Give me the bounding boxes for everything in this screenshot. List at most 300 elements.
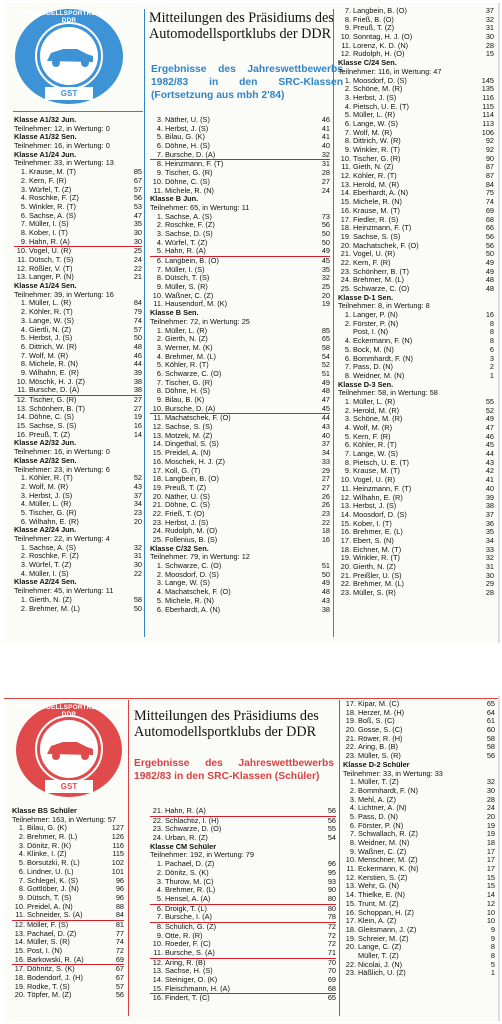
competitor-name: Hausendorf, M. (K): [165, 300, 228, 309]
result-row: [150, 562, 330, 571]
result-row: [150, 519, 330, 528]
competitor-name: Waßner, C. (Z): [358, 847, 407, 856]
result-row: [150, 571, 330, 580]
class-heading: [338, 381, 494, 390]
points: 24: [486, 804, 495, 813]
result-row: [338, 259, 494, 268]
rank: 10.: [16, 247, 27, 256]
rank: 2.: [344, 406, 351, 415]
participants-info: [14, 535, 142, 544]
competitor-name: Gosse, S. (C): [358, 726, 403, 735]
points: 84: [133, 299, 142, 308]
competitor-name: Bodendorf, J. (H): [27, 974, 83, 983]
competitor-name: Weidner, M. (N): [353, 371, 405, 380]
rank: 1.: [349, 778, 356, 787]
result-row: [343, 874, 495, 883]
rank: 17.: [345, 700, 356, 708]
page-subtitle: Ergebnisse des Jahreswettbewerbs 1982/83 in den SRC-Klassen (Fortsetzung aus mbh 2'84): [151, 64, 343, 101]
rank: 11.: [341, 484, 351, 493]
result-row: [338, 441, 494, 450]
points: 35: [321, 265, 330, 274]
class-heading-text: Klasse CM Schüler: [150, 842, 217, 851]
points: 66: [485, 224, 494, 233]
points: 68: [485, 215, 494, 224]
result-row: [12, 965, 124, 974]
result-row: [150, 834, 336, 843]
points: 90: [327, 886, 336, 895]
competitor-name: Köhler, R. (T): [353, 441, 397, 450]
points: 116: [482, 93, 494, 102]
points: 54: [321, 352, 330, 361]
result-row: [14, 360, 142, 369]
rank: 10.: [340, 476, 351, 485]
rank: 1.: [344, 76, 351, 85]
rank: 4.: [156, 238, 163, 247]
rank: 17.: [340, 215, 351, 224]
competitor-name: Sachse, A. (S): [29, 211, 76, 220]
points: 48: [485, 276, 494, 285]
rank: 11.: [153, 186, 163, 195]
points: 8: [490, 943, 495, 952]
points: 69: [115, 955, 124, 964]
rank: 6.: [344, 119, 351, 128]
rank: 4.: [20, 194, 27, 203]
rank: 10.: [152, 177, 163, 186]
competitor-name: Lange, W. (S): [165, 579, 210, 588]
rank: 23.: [345, 969, 356, 978]
rank: 1.: [344, 397, 351, 406]
result-row: [150, 353, 330, 362]
competitor-name: Winkler, R. (T): [353, 554, 400, 563]
rank: 2.: [344, 319, 351, 328]
points: 71: [327, 949, 336, 957]
result-row: [343, 917, 495, 926]
participants-info-text: Teilnehmer: 192, in Wertung: 79: [150, 851, 254, 860]
result-row-highlighted: [150, 151, 330, 161]
result-row: [338, 94, 494, 103]
competitor-name: Fleischmann, H. (A): [165, 984, 230, 993]
points: 84: [115, 911, 124, 920]
competitor-name: Kern, F. (R): [29, 176, 67, 185]
points: 79: [133, 308, 142, 317]
rank: 18.: [345, 925, 356, 934]
competitor-name: Döhne, C. (S): [29, 413, 74, 422]
participants-info: [14, 142, 142, 151]
result-row: [14, 273, 142, 282]
competitor-name: Förster, P. (N): [353, 319, 399, 328]
rank: 3.: [20, 491, 27, 500]
points: 53: [133, 202, 142, 211]
points: 17: [486, 856, 495, 865]
participants-info: [12, 816, 124, 825]
points: 72: [327, 931, 336, 940]
points: 31: [321, 160, 330, 169]
competitor-name: Roschke, F. (Z): [165, 221, 215, 230]
result-row: [14, 544, 142, 553]
points: 115: [482, 102, 494, 111]
competitor-name: Näther, U. (S): [165, 492, 210, 501]
rank: 9.: [20, 368, 27, 377]
result-row: [150, 817, 336, 826]
result-row: [338, 407, 494, 416]
rank: 2.: [156, 868, 163, 877]
points: 101: [111, 867, 124, 876]
rank: 8.: [156, 922, 163, 931]
result-row: [150, 869, 336, 878]
rank: 5.: [156, 361, 163, 370]
competitor-name: Winkler, R. (T): [29, 202, 76, 211]
result-row: [150, 994, 336, 1003]
rank: 24.: [340, 276, 351, 285]
rank: 7.: [156, 265, 163, 274]
rank: 6.: [344, 354, 351, 363]
result-row: [343, 822, 495, 831]
competitor-name: Schlegel, K. (S): [27, 876, 79, 885]
class-heading: [338, 59, 494, 68]
points: 30: [133, 228, 142, 237]
page-subtitle: Ergebnisse des Jahreswettbewerbs 1982/83 in den SRC-Klassen (Schüler): [134, 758, 334, 782]
competitor-name: Kipar, M. (C): [358, 700, 400, 708]
points: 27: [321, 483, 330, 492]
competitor-name: Brehmer, M. (L): [353, 276, 405, 285]
rank: 12.: [16, 264, 27, 273]
competitor-name: Boß, S. (C): [358, 717, 395, 726]
column-divider: [128, 700, 129, 1016]
competitor-name: Michele, R. (N): [165, 186, 214, 195]
competitor-name: Herbst, J. (S): [165, 124, 209, 133]
competitor-name: Bursche, S. (A): [165, 949, 215, 957]
competitor-name: Wolf, M. (R): [353, 424, 393, 432]
points: 93: [327, 877, 336, 886]
points: 38: [321, 605, 330, 614]
rank: 14.: [340, 510, 351, 519]
rank: 14.: [340, 189, 351, 198]
competitor-name: Heinzmann, F. (T): [353, 224, 412, 233]
points: 43: [321, 423, 330, 432]
points: 145: [481, 76, 494, 85]
points: 75: [485, 189, 494, 198]
points: 26: [321, 492, 330, 501]
competitor-name: Langer, P. (N): [29, 273, 74, 282]
result-row: [14, 168, 142, 177]
rank: 5.: [156, 247, 163, 256]
rank: 4.: [20, 325, 27, 334]
rank: 20.: [345, 726, 356, 735]
rank: 11.: [153, 414, 163, 423]
points: 56: [327, 807, 336, 815]
participants-info: [338, 389, 494, 398]
result-row: [338, 363, 494, 372]
competitor-name: Hahn, R. (A): [29, 237, 70, 246]
competitor-name: Brehmer, M. (L): [165, 352, 217, 361]
rank: 13.: [14, 929, 25, 938]
result-row: [150, 160, 330, 169]
rank: 1.: [18, 824, 25, 833]
competitor-name: Brehmer, E. (L): [353, 528, 403, 537]
rank: 22.: [345, 960, 356, 969]
result-row: [338, 268, 494, 277]
rank: 1.: [156, 326, 163, 335]
competitor-name: Thurow, M. (C): [165, 877, 214, 886]
results-page-2: [4, 696, 500, 1021]
result-row: [343, 813, 495, 822]
competitor-name: Moosdorf, D. (S): [165, 570, 219, 579]
points: 31: [485, 24, 494, 33]
points: 48: [321, 387, 330, 396]
result-row: [150, 187, 330, 196]
logo-ring-text: AUTOMODELLSPORTKLUB DER DDR: [16, 10, 122, 24]
result-row: [338, 189, 494, 198]
result-row: [14, 256, 142, 265]
result-row: [14, 299, 142, 308]
points: 65: [321, 335, 330, 344]
rank: 5.: [349, 812, 356, 821]
rank: 9.: [344, 24, 351, 33]
competitor-name: Döhnitz, S. (K): [27, 965, 75, 974]
points: 72: [327, 940, 336, 949]
points: 19: [321, 300, 330, 309]
rank: 8.: [344, 137, 351, 146]
points: 39: [485, 493, 494, 502]
rank: 14.: [345, 891, 356, 900]
points: 6: [489, 345, 494, 354]
points: 1: [489, 371, 494, 380]
points: 49: [485, 258, 494, 267]
rank: 18.: [152, 475, 163, 484]
points: 56: [486, 752, 495, 761]
competitor-name: Otte, R. (R): [165, 931, 203, 940]
competitor-name: Wolf, M. (R): [29, 482, 69, 491]
competitor-name: Dönitz, R. (K): [27, 841, 72, 850]
competitor-name: Müller, L. (R): [353, 111, 396, 120]
points: 38: [485, 502, 494, 511]
result-row: [338, 242, 494, 251]
result-row: [338, 311, 494, 320]
result-row: [150, 327, 330, 336]
result-row: [338, 398, 494, 407]
result-row: [150, 178, 330, 187]
competitor-name: Töpfer, M. (Z): [27, 991, 72, 1000]
result-row: [14, 570, 142, 579]
points: 37: [321, 440, 330, 449]
result-row: [338, 572, 494, 581]
competitor-name: Kern, F. (R): [353, 258, 391, 267]
result-row: [150, 493, 330, 502]
competitor-name: Vogel, U. (R): [353, 250, 396, 259]
rank: 7.: [18, 876, 25, 885]
competitor-name: Tischer, G. (R): [29, 508, 77, 517]
rank: 18.: [14, 974, 25, 983]
rank: 17.: [152, 466, 163, 475]
points: 30: [133, 237, 142, 246]
competitor-name: Döhne, H. (S): [165, 142, 210, 151]
result-row: [343, 700, 495, 709]
class-heading: [338, 294, 494, 303]
result-row: [338, 77, 494, 86]
rank: 11.: [153, 949, 163, 957]
competitor-name: Sachse, H. (S): [165, 967, 213, 976]
rank: 2.: [20, 552, 27, 561]
participants-info: [14, 125, 142, 134]
rank: 7.: [20, 351, 27, 360]
rank: 5.: [20, 334, 27, 343]
points: 8: [490, 951, 495, 960]
points: 56: [133, 194, 142, 203]
competitor-name: Michele, R. (N): [165, 596, 214, 605]
result-row: [14, 229, 142, 238]
result-row: [343, 752, 495, 761]
result-row: [338, 111, 494, 120]
points: 48: [321, 588, 330, 597]
competitor-name: Waßner, C. (Z): [165, 291, 214, 300]
competitor-name: Müller, L. (R): [353, 397, 396, 406]
points: 17: [486, 847, 495, 856]
rank: 8.: [156, 274, 163, 283]
points: 49: [321, 247, 330, 256]
result-row: [338, 502, 494, 511]
points: 12: [486, 899, 495, 908]
result-row: [12, 877, 124, 886]
competitor-name: Weidner, M. (N): [358, 839, 410, 847]
competitor-name: Winkler, R. (T): [353, 146, 400, 154]
points: 106: [481, 128, 494, 137]
competitor-name: Dittrich, W. (R): [353, 137, 401, 146]
rank: 19.: [152, 483, 163, 492]
rank: 23.: [340, 589, 351, 598]
competitor-name: Kerstien, S. (Z): [358, 873, 408, 882]
competitor-name: Aring, R. (B): [165, 958, 206, 967]
rank: 9.: [18, 893, 25, 902]
result-row: [343, 891, 495, 900]
points: 41: [485, 476, 494, 485]
rank: 4.: [156, 588, 163, 597]
competitor-name: Steiniger, O. (K): [165, 976, 218, 985]
result-row: [150, 475, 330, 484]
points: 19: [486, 821, 495, 830]
rank: 6.: [156, 142, 163, 151]
result-row: [338, 103, 494, 112]
participants-info: [150, 204, 330, 213]
result-row: [150, 432, 330, 441]
result-row: [14, 431, 142, 440]
rank: 13.: [345, 882, 356, 891]
participants-info-text: Teilnehmer: 33, in Wertung: 33: [343, 769, 443, 778]
rank: 9.: [156, 396, 163, 404]
rank: 17.: [14, 965, 25, 974]
participants-info-text: Teilnehmer: 16, in Wertung: 0: [14, 448, 110, 457]
rank: 21.: [340, 250, 351, 259]
result-row: [338, 415, 494, 424]
class-heading-text: Klasse B Sen.: [150, 309, 199, 318]
competitor-name: Müller, I. (S): [29, 220, 69, 229]
results-column-3: [338, 7, 494, 598]
logo-label: GST: [60, 782, 78, 791]
competitor-name: Brehmer, M. (L): [29, 604, 81, 613]
competitor-name: Aring, B. (B): [358, 743, 398, 752]
points: 25: [133, 247, 142, 256]
competitor-name: Schwarze, D. (O): [165, 825, 222, 834]
rank: 22.: [152, 509, 163, 518]
result-row: [150, 169, 330, 178]
points: 10: [486, 917, 495, 926]
result-row: [343, 804, 495, 813]
competitor-name: Post, I. (N): [353, 328, 389, 337]
points: 77: [115, 929, 124, 938]
result-row-highlighted: [150, 913, 336, 923]
rank: 3.: [156, 116, 163, 124]
competitor-name: Schöne, M. (R): [353, 85, 403, 94]
result-row: [150, 484, 330, 493]
competitor-name: Wolf, M. (R): [353, 128, 393, 137]
participants-info-text: Teilnehmer: 8, in Wertung: 8: [338, 302, 430, 311]
rank: 15.: [152, 449, 163, 458]
competitor-name: Eberhardt, A. (N): [165, 605, 221, 614]
points: 29: [485, 580, 494, 589]
result-row: [12, 859, 124, 868]
result-row: [12, 974, 124, 983]
competitor-name: Schwallach, R. (Z): [358, 830, 418, 839]
competitor-name: Trunt, M. (Z): [358, 899, 399, 908]
result-row: [14, 518, 142, 527]
points: 3: [489, 354, 494, 363]
result-row: [150, 905, 336, 914]
points: 52: [321, 361, 330, 370]
rank: 4.: [20, 569, 27, 578]
points: 69: [327, 976, 336, 985]
rank: 1.: [156, 212, 163, 221]
rank: 6.: [20, 517, 27, 526]
rank: 16.: [152, 457, 163, 466]
points: 69: [485, 206, 494, 215]
rank: 14.: [152, 440, 163, 449]
competitor-name: Förster, P. (N): [358, 821, 404, 830]
points: 20: [321, 291, 330, 300]
competitor-name: Rudolph, M. (O): [165, 527, 218, 536]
rank: 25.: [340, 285, 351, 293]
result-row: [338, 155, 494, 164]
rank: 10.: [152, 404, 163, 413]
result-row: [12, 921, 124, 930]
result-row: [338, 320, 494, 329]
points: 51: [321, 562, 330, 571]
competitor-name: Bilau, G. (K): [165, 133, 205, 142]
result-row: [343, 926, 495, 935]
points: 32: [486, 778, 495, 787]
class-heading: [14, 578, 142, 587]
result-row: [338, 346, 494, 355]
competitor-name: Lange, W. (S): [353, 119, 398, 128]
participants-info: [338, 302, 494, 311]
points: 27: [133, 404, 142, 413]
result-row: [150, 133, 330, 142]
rank: 7.: [349, 830, 356, 839]
competitor-name: Machatschek, F. (O): [165, 414, 231, 423]
competitor-name: Preidel, A. (N): [27, 902, 73, 911]
points: 44: [321, 414, 330, 423]
points: 20: [133, 517, 142, 526]
rank: 12.: [340, 50, 351, 59]
points: 49: [485, 267, 494, 276]
result-row: [150, 932, 336, 941]
competitor-name: Frieß, B. (O): [353, 15, 394, 24]
rank: 4.: [156, 124, 163, 133]
result-row: [150, 213, 330, 222]
result-row: [338, 120, 494, 129]
class-heading: [14, 526, 142, 535]
competitor-name: Müller, L. (R): [29, 299, 72, 308]
points: 8: [489, 337, 494, 346]
participants-info-text: Teilnehmer: 23, in Wertung: 6: [14, 465, 110, 474]
